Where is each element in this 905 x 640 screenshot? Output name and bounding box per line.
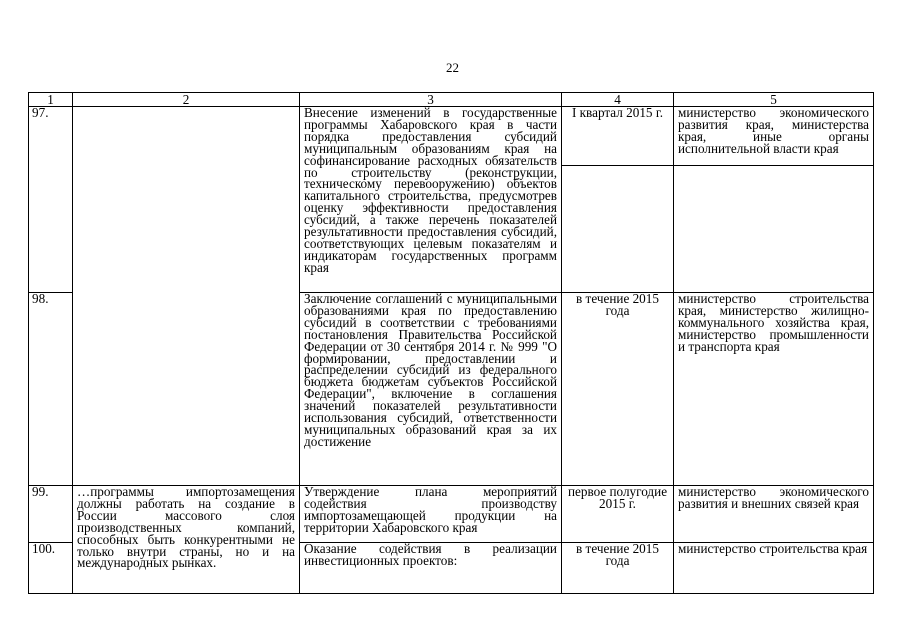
measures-table xyxy=(28,92,874,594)
row-number: 97. xyxy=(29,107,73,293)
measure-cell: Заключение соглашений с муниципальными образованиями края по предоставлению субсидий в соответствии с требованиями постановления Правительства Российской Федерации от 30 сентября 2014 г. № 999 "О формировании, предоставлении и распределении субсидий из федерального бюджета бюджетам субъектов Российской Федерации", включение в соглашения значений показателей результативности использования субсидий, ответственности муниципальных образований края за их достижение xyxy=(300,293,562,486)
executor-cell-empty xyxy=(674,166,874,293)
measure-cell: Оказание содействия в реализации инвестиционных проектов: xyxy=(300,543,562,594)
term-cell-empty xyxy=(562,166,674,293)
executor-cell: министерство строительства края xyxy=(674,543,874,594)
page-number: 22 xyxy=(446,60,459,75)
executor-cell: министерство экономического развития края, министерства края, иные органы исполнительной власти края xyxy=(674,107,874,166)
term-cell: в течение 2015 года xyxy=(562,293,674,486)
header-col-3: 3 xyxy=(300,93,562,107)
term-cell: I квартал 2015 г. xyxy=(562,107,674,166)
executor-cell: министерство экономического развития и внешних связей края xyxy=(674,486,874,543)
term-cell: первое полугодие 2015 г. xyxy=(562,486,674,543)
measure-cell: Внесение изменений в государственные программы Хабаровского края в части порядка предоставления субсидий муниципальным образованиям края на софинансирование расходных обязательств по строительству (реконструкции, техническому перевооружению) объектов капитального строительства, предусмотрев оценку эффективности предоставления субсидий, а также перечень показателей результативности предоставления субсидий, соответствующих целевым показателям и индикаторам государственных программ края xyxy=(300,107,562,293)
table-row xyxy=(29,486,874,543)
measure-cell: Утверждение плана мероприятий содействия производству импортозамещающей продукции на территории Хабаровского края xyxy=(300,486,562,543)
header-col-4: 4 xyxy=(562,93,674,107)
header-col-5: 5 xyxy=(674,93,874,107)
row-number: 100. xyxy=(29,543,73,594)
term-cell: в течение 2015 года xyxy=(562,543,674,594)
row-number: 98. xyxy=(29,293,73,486)
executor-cell: министерство строительства края, министерство жилищно-коммунального хозяйства края, министерство промышленности и транспорта края xyxy=(674,293,874,486)
goal-cell: …программы импортозамещения должны работать на создание в России массового слоя производственных компаний, способных быть конкурентными не только внутри страны, но и на международных рынках. xyxy=(73,486,300,594)
header-col-1: 1 xyxy=(29,93,73,107)
goal-cell xyxy=(73,107,300,486)
header-col-2: 2 xyxy=(73,93,300,107)
table-row xyxy=(29,107,874,166)
row-number: 99. xyxy=(29,486,73,543)
